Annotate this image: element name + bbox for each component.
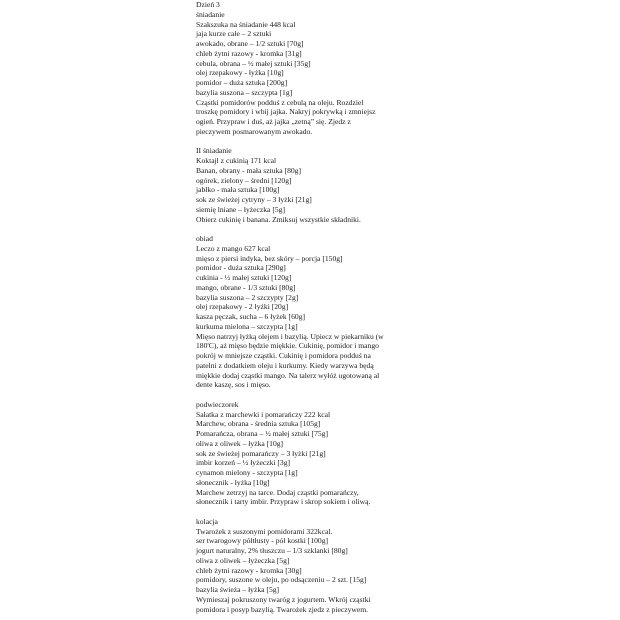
ingredient-line: cebula, obrana – ½ małej sztuki [35g]	[196, 58, 311, 68]
instruction-line: Wymieszaj pokruszony twaróg z jogurtem. Wkrój cząstki	[196, 594, 371, 604]
ingredient-line: bazylia suszona – szczypta [1g]	[196, 87, 293, 97]
recipe-title: Sałatka z marchewki i pomarańczy 222 kcal	[196, 409, 331, 419]
recipe-title: Leczo z mango 627 kcal	[196, 243, 271, 253]
instruction-line: pokrój w mniejsze cząstki. Cukinię i pomidora podduś na	[196, 351, 371, 360]
ingredient-line: sok ze świeżej pomarańczy – 3 łyżki [21g]	[196, 448, 326, 458]
ingredient-line: Marchew, obrana - średnia sztuka [105g]	[196, 419, 321, 429]
ingredient-line: olej rzepakowy - łyżka [10g]	[196, 68, 284, 78]
instruction-line: pomidora i posyp bazylią. Twarożek zjedz z pieczywem.	[196, 604, 369, 614]
ingredient-line: chleb żytni razowy - kromka [30g]	[196, 565, 302, 575]
ingredient-line: Banan, obrany - mała sztuka [80g]	[196, 165, 302, 175]
ingredient-line: sok ze świeżej cytryny – 3 łyżki [21g]	[196, 195, 312, 204]
ingredient-line: siemię lniane – łyżeczka [5g]	[196, 204, 285, 214]
instruction-line: Marchew zetrzyj na tarce. Dodaj cząstki pomarańczy,	[196, 487, 359, 497]
ingredient-line: mango, obrane - 1/3 sztuki [80g]	[196, 282, 296, 292]
ingredient-line: jabłko - mała sztuka [100g]	[196, 185, 280, 195]
instruction-line: Cząstki pomidorów podduś z cebulą na oleju. Rozdziel	[196, 97, 364, 107]
ingredient-line: ogórek, zielony – średni [120g]	[196, 175, 292, 185]
section-spacer	[196, 507, 616, 517]
instruction-line: 180'C), aż mięso będzie miękkie. Cukinię, pomidor i mango	[196, 341, 379, 351]
recipe-title: Twarożek z suszonymi pomidorami 322kcal.	[196, 526, 333, 536]
recipe-title: Koktajl z cukinią 171 kcal	[196, 156, 277, 165]
ingredient-line: pomidor - duża sztuka [290g]	[196, 263, 286, 273]
ingredient-line: kurkuma mielona – szczypta [1g]	[196, 321, 298, 331]
instruction-line: Obierz cukinię i banana. Zmiksuj wszystkie składniki.	[196, 214, 361, 224]
ingredient-line: pomidory, suszone w oleju, po odsączeniu – 2 szt. [15g]	[196, 575, 367, 585]
ingredient-line: ser twarogowy półtłusty - pół kostki [100g]	[196, 536, 329, 546]
ingredient-line: oliwa z oliwek – łyżeczka [5g]	[196, 555, 290, 565]
ingredient-line: słonecznik - łyżka [10g]	[196, 477, 270, 487]
ingredient-line: kasza pęczak, sucha – 6 łyżek [60g]	[196, 312, 306, 321]
instruction-line: dente kaszę, sos i mięso.	[196, 380, 271, 390]
recipe-title: Szakszuka na śniadanie 448 kcal	[196, 19, 296, 29]
ingredient-line: cukinia - ½ małej sztuki [120g]	[196, 273, 292, 282]
instruction-line: troszkę pomidory i wbij jajka. Nakryj pokrywką i zmniejsz	[196, 107, 376, 117]
ingredient-line: Pomarańcza, obrana – ½ małej sztuki [75g]	[196, 429, 329, 438]
ingredient-line: chleb żytni razowy - kromka [31g]	[196, 48, 302, 58]
meal-heading-lunch: obiad	[196, 234, 213, 243]
ingredient-line: mięso z piersi indyka, bez skóry – porcja [150g]	[196, 253, 343, 263]
meal-heading-second-breakfast: II śniadanie	[196, 146, 232, 156]
instruction-line: pieczywem posmarowanym awokado.	[196, 126, 313, 136]
recipe-document	[196, 0, 616, 614]
ingredient-line: olej rzepakowy - 2 łyżki [20g]	[196, 302, 289, 312]
day-title: Dzień 3	[196, 0, 220, 9]
instruction-line: ogień. Przypraw i duś, aż jajka „zetną” się. Zjedz z	[196, 117, 351, 126]
section-spacer	[196, 137, 616, 147]
ingredient-line: jogurt naturalny, 2% tłuszczu – 1/3 szklanki [80g]	[196, 546, 348, 555]
instruction-line: słonecznik i tarty imbir. Przypraw i skrop sokiem i oliwą.	[196, 497, 371, 507]
ingredient-line: awokado, obrane – 1/2 sztuki [70g]	[196, 39, 304, 48]
ingredient-line: cynamon mielony - szczypta [1g]	[196, 468, 298, 477]
meal-heading-afternoon-snack: podwieczorek	[196, 399, 239, 409]
ingredient-line: bazylia świeża – łyżka [5g]	[196, 585, 280, 594]
section-spacer	[196, 224, 616, 234]
ingredient-line: imbir korzeń – ½ łyżeczki [3g]	[196, 458, 291, 468]
section-spacer	[196, 390, 616, 400]
instruction-line: miękkie dodaj cząstki mango. Na talerz wyłóż ugotowaną al	[196, 370, 380, 380]
ingredient-line: oliwa z oliwek – łyżka [10g]	[196, 438, 284, 448]
ingredient-line: pomidor – duża sztuka [200g]	[196, 78, 288, 87]
meal-heading-dinner: kolacja	[196, 516, 218, 526]
meal-heading-breakfast: śniadanie	[196, 9, 225, 19]
ingredient-line: jaja kurze całe – 2 sztuki	[196, 29, 272, 39]
instruction-line: patelni z dodatkiem oleju i kurkumy. Kiedy warzywa będą	[196, 360, 374, 370]
ingredient-line: bazylia suszona – 2 szczypty [2g]	[196, 292, 299, 302]
instruction-line: Mięso natrzyj łyżką olejem i bazylią. Upiecz w piekarniku (w	[196, 331, 384, 341]
